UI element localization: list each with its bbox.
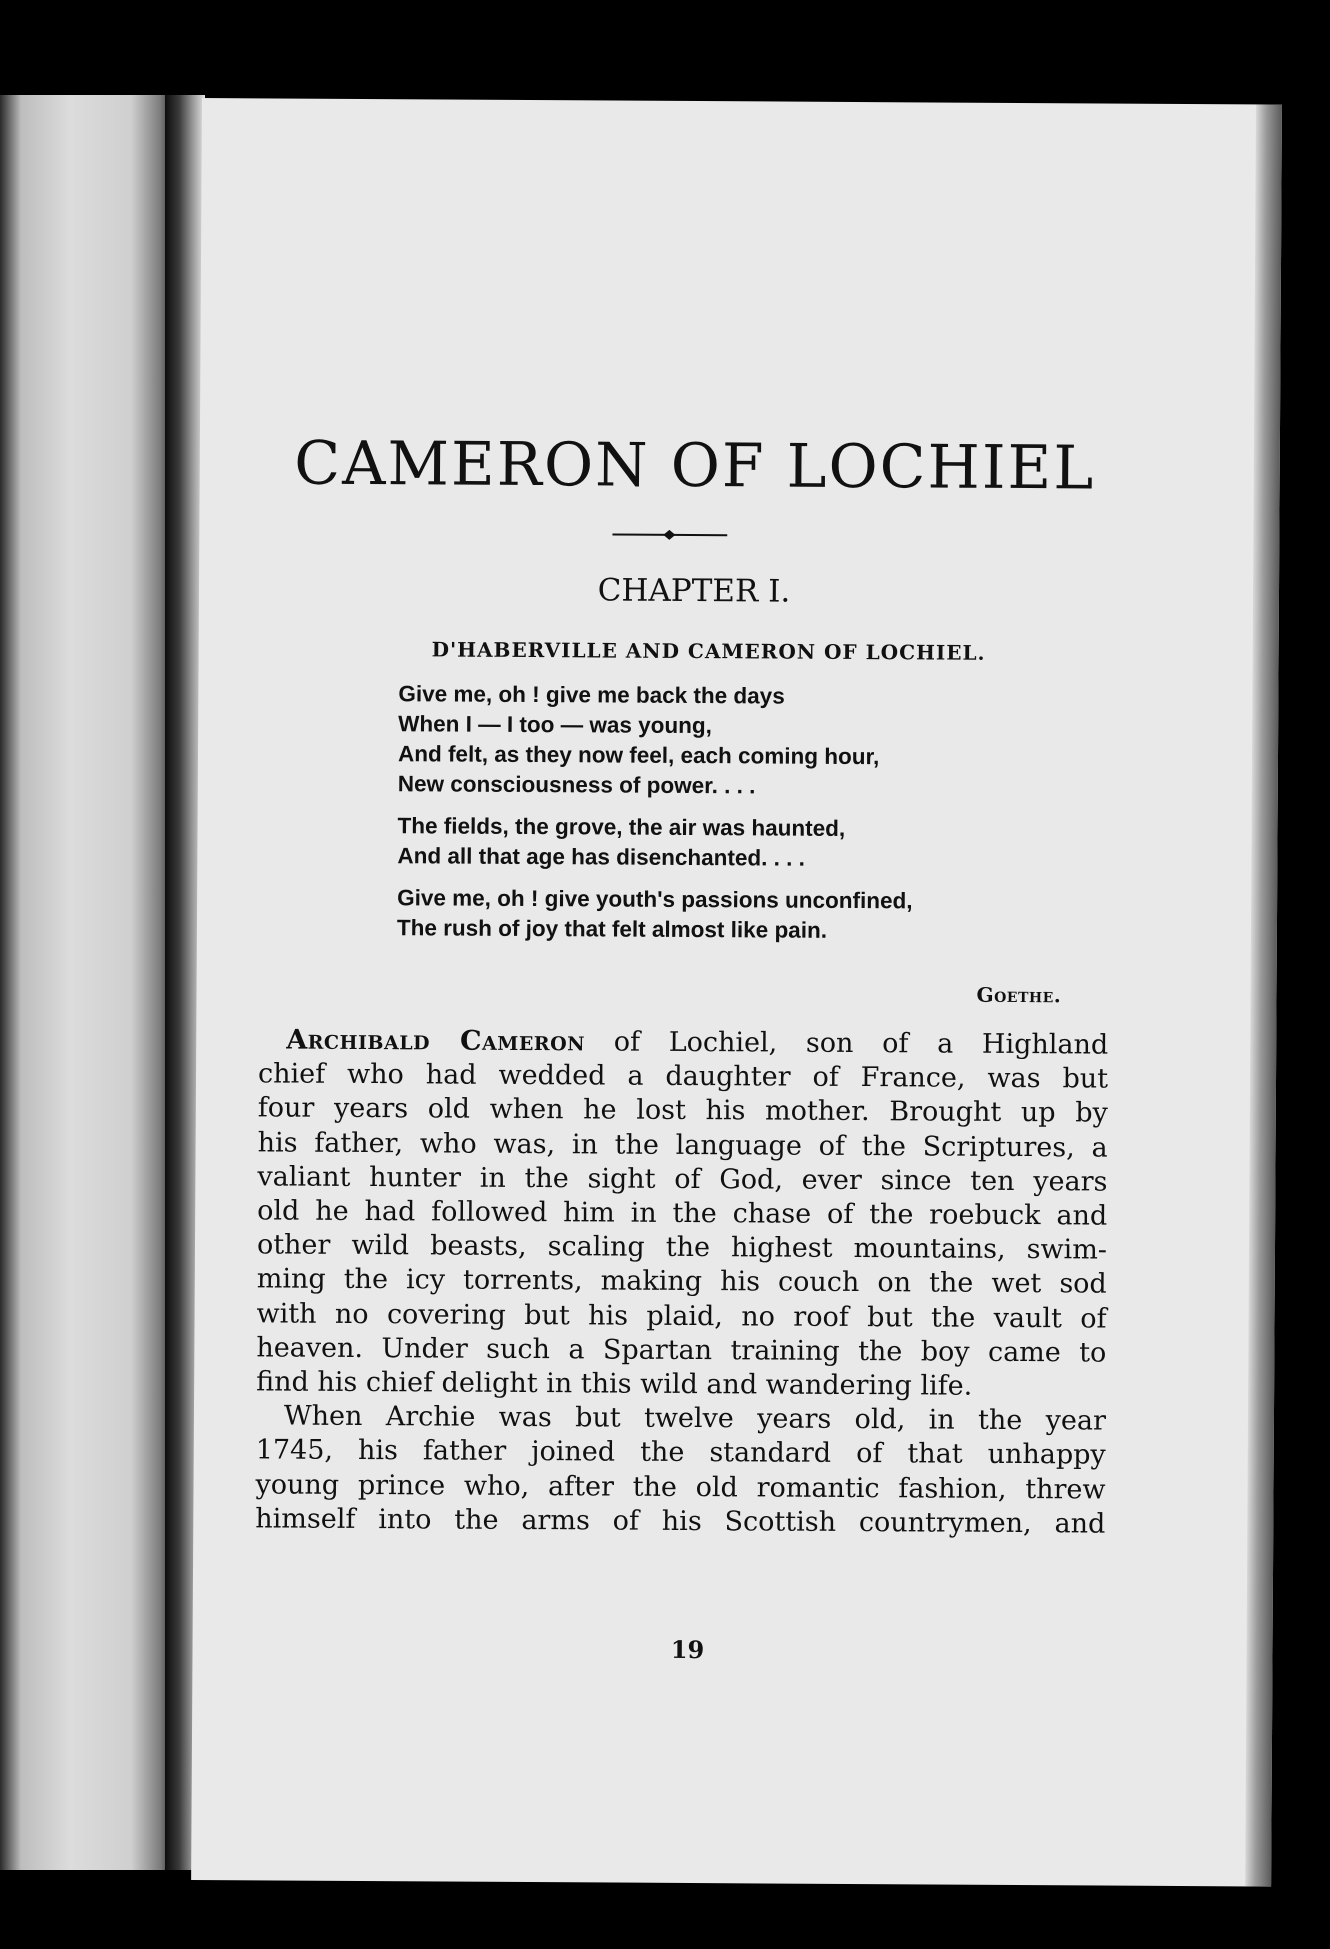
paragraph [256, 1023, 1108, 1404]
book-page [191, 98, 1282, 1887]
paragraph-line: heaven. Under such a Spartan training the boy came to [256, 1332, 1107, 1369]
poem-line: The fields, the grove, the air was haunted, [397, 813, 846, 841]
chapter-subtitle: D'HABERVILLE AND CAMERON OF LOCHIEL. [431, 637, 986, 665]
paragraph-line: ming the icy torrents, making his couch on the wet sod [256, 1263, 1107, 1300]
paragraph-line: with no covering but his plaid, no roof but the vault of [256, 1297, 1107, 1335]
epigraph-stanza [397, 811, 1017, 875]
poem-line: The rush of joy that felt almost like pain. [396, 915, 828, 943]
poem-line: And all that age has disenchanted. . . . [397, 843, 806, 871]
paragraph-line: young prince who, after the old romantic fashion, threw [255, 1468, 1106, 1506]
epigraph-attribution: Goethe. [976, 982, 1062, 1008]
epigraph-stanza [397, 883, 1017, 947]
ornament-divider-icon [612, 529, 727, 542]
line-text: of Lochiel, son of a Highland [613, 1026, 1109, 1061]
paragraph-line: When Archie was but twelve years old, in the year [283, 1400, 1107, 1437]
poem-line: And felt, as they now feel, each coming hour, [397, 741, 880, 770]
epigraph-poem [397, 679, 1019, 959]
epigraph-stanza [398, 679, 1019, 803]
page-fore-edge [1245, 104, 1282, 1886]
chapter-heading: CHAPTER I. [597, 572, 791, 610]
paragraph-line: chief who had wedded a daughter of France, was but [257, 1058, 1109, 1095]
paragraph-line: himself into the arms of his Scottish countrymen, and [255, 1503, 1106, 1540]
poem-line: New consciousness of power. . . . [397, 771, 756, 799]
lead-in-name: Archibald Cameron [286, 1024, 586, 1058]
paragraph-line [258, 1023, 1108, 1062]
paragraph-line: his father, who was, in the language of the Scriptures, a [257, 1126, 1108, 1164]
paragraph-line: valiant hunter in the sight of God, ever since ten years [257, 1161, 1108, 1198]
facing-page-edge [0, 95, 175, 1870]
paragraph-line: other wild beasts, scaling the highest mountains, swim- [256, 1229, 1108, 1266]
paragraph-line: 1745, his father joined the standard of that unhappy [255, 1434, 1106, 1471]
poem-line: When I — I too — was young, [398, 711, 713, 739]
poem-line: Give me, oh ! give youth's passions unconfined, [397, 885, 913, 914]
paragraph-line: old he had followed him in the chase of the roebuck and [257, 1195, 1108, 1232]
book-title: CAMERON OF LOCHIEL [294, 428, 1096, 504]
paragraph [255, 1400, 1106, 1542]
poem-line: Give me, oh ! give me back the days [398, 681, 785, 709]
paragraph-line: find his chief delight in this wild and wandering life. [256, 1366, 973, 1402]
chapter-body [255, 1023, 1108, 1541]
page-number: 19 [670, 1634, 705, 1665]
paragraph-line: four years old when he lost his mother. Brought up by [257, 1092, 1108, 1129]
